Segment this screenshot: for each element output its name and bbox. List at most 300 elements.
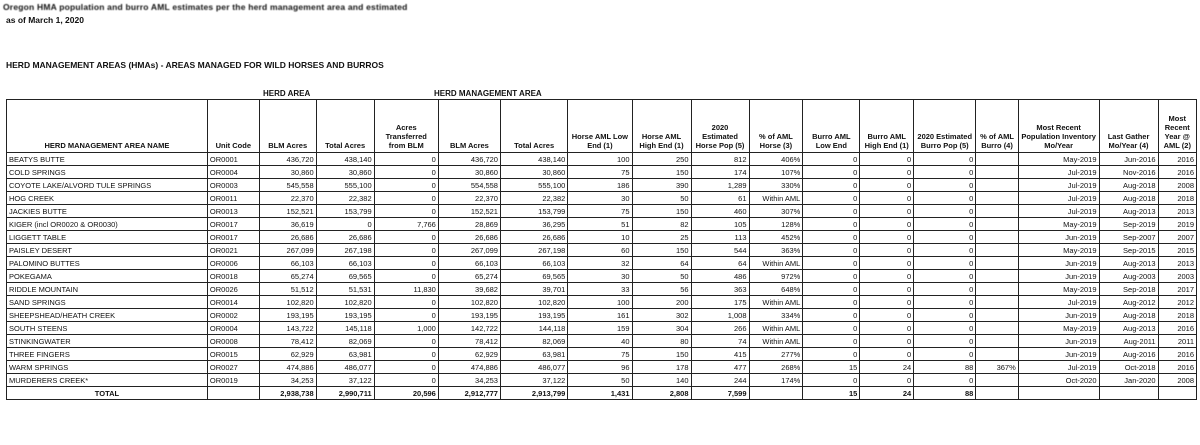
column-header: 2020 Estimated Horse Pop (5) (691, 100, 749, 153)
table-cell: 0 (914, 322, 976, 335)
table-cell: 1,000 (374, 322, 438, 335)
table-cell: 153,799 (500, 205, 567, 218)
table-cell (976, 166, 1018, 179)
table-cell: 0 (860, 348, 914, 361)
table-cell: 555,100 (500, 179, 567, 192)
table-cell: 74 (691, 335, 749, 348)
table-cell: Sep-2018 (1099, 283, 1158, 296)
table-cell: 0 (803, 374, 860, 387)
table-cell: May-2019 (1018, 244, 1099, 257)
table-cell: 2012 (1158, 296, 1196, 309)
table-cell: 174 (691, 166, 749, 179)
table-cell: 39,682 (438, 283, 500, 296)
table-cell: 40 (568, 335, 632, 348)
table-cell: 452% (749, 231, 803, 244)
table-cell: 0 (803, 348, 860, 361)
table-cell: 0 (860, 374, 914, 387)
table-cell: 0 (803, 244, 860, 257)
hma-name-cell: WARM SPRINGS (7, 361, 208, 374)
table-cell: 105 (691, 218, 749, 231)
table-cell: 1,289 (691, 179, 749, 192)
table-cell: 436,720 (438, 153, 500, 166)
table-cell (976, 348, 1018, 361)
table-row (7, 270, 1197, 283)
table-cell: Within AML (749, 296, 803, 309)
column-header: Acres Transferred from BLM (374, 100, 438, 153)
table-cell: 0 (374, 192, 438, 205)
total-cell: 2,808 (632, 387, 691, 400)
hma-name-cell: PALOMINO BUTTES (7, 257, 208, 270)
total-cell: 88 (914, 387, 976, 400)
table-cell: 60 (568, 244, 632, 257)
table-cell: 66,103 (316, 257, 374, 270)
table-cell: Within AML (749, 192, 803, 205)
table-cell: 69,565 (500, 270, 567, 283)
table-cell: 0 (803, 283, 860, 296)
table-cell: May-2019 (1018, 322, 1099, 335)
table-cell: 0 (803, 166, 860, 179)
hma-name-cell: LIGGETT TABLE (7, 231, 208, 244)
table-cell: 66,103 (259, 257, 316, 270)
table-cell: 15 (803, 361, 860, 374)
table-cell: 152,521 (438, 205, 500, 218)
table-cell: 812 (691, 153, 749, 166)
table-cell: 145,118 (316, 322, 374, 335)
table-cell: 648% (749, 283, 803, 296)
hma-name-cell: HOG CREEK (7, 192, 208, 205)
table-cell: 304 (632, 322, 691, 335)
table-cell: 150 (632, 348, 691, 361)
table-cell: 150 (632, 166, 691, 179)
table-row (7, 348, 1197, 361)
table-cell: 477 (691, 361, 749, 374)
unit-code-cell: OR0015 (207, 348, 259, 361)
table-cell: Sep-2007 (1099, 231, 1158, 244)
table-cell: 75 (568, 205, 632, 218)
table-cell: 24 (860, 361, 914, 374)
table-cell: 363% (749, 244, 803, 257)
table-cell: 128% (749, 218, 803, 231)
table-cell: 65,274 (259, 270, 316, 283)
table-cell: 33 (568, 283, 632, 296)
table-cell: 0 (803, 296, 860, 309)
table-cell: 415 (691, 348, 749, 361)
table-cell: Aug-2011 (1099, 335, 1158, 348)
table-cell: 22,382 (316, 192, 374, 205)
table-cell (976, 335, 1018, 348)
table-cell: 2016 (1158, 153, 1196, 166)
table-cell: 37,122 (316, 374, 374, 387)
table-cell: 0 (803, 257, 860, 270)
table-cell: 75 (568, 348, 632, 361)
table-cell (976, 270, 1018, 283)
table-cell: 438,140 (316, 153, 374, 166)
table-cell: 2008 (1158, 179, 1196, 192)
table-cell: 88 (914, 361, 976, 374)
hma-name-cell: SHEEPSHEAD/HEATH CREEK (7, 309, 208, 322)
table-cell: 150 (632, 205, 691, 218)
table-cell (976, 309, 1018, 322)
table-cell: 2016 (1158, 361, 1196, 374)
table-cell: Oct-2018 (1099, 361, 1158, 374)
total-cell (976, 387, 1018, 400)
column-header: Last Gather Mo/Year (4) (1099, 100, 1158, 153)
table-cell: 193,195 (259, 309, 316, 322)
unit-code-cell: OR0004 (207, 322, 259, 335)
table-cell: 102,820 (438, 296, 500, 309)
table-cell: 65,274 (438, 270, 500, 283)
table-cell: 100 (568, 296, 632, 309)
table-cell: 34,253 (259, 374, 316, 387)
table-cell: 0 (803, 322, 860, 335)
table-row (7, 374, 1197, 387)
table-cell: Jun-2019 (1018, 348, 1099, 361)
table-row (7, 205, 1197, 218)
table-cell: 0 (860, 179, 914, 192)
table-cell: 474,886 (259, 361, 316, 374)
herd-area-band-label: HERD AREA (263, 89, 311, 98)
table-cell: 100 (568, 153, 632, 166)
table-cell: 2017 (1158, 283, 1196, 296)
table-cell: 61 (691, 192, 749, 205)
table-cell: 102,820 (500, 296, 567, 309)
table-cell: 244 (691, 374, 749, 387)
total-cell (749, 387, 803, 400)
unit-code-cell: OR0004 (207, 166, 259, 179)
table-cell: 2008 (1158, 374, 1196, 387)
table-cell: 0 (860, 270, 914, 283)
table-cell (976, 153, 1018, 166)
table-cell: 0 (860, 322, 914, 335)
table-cell: 268% (749, 361, 803, 374)
table-cell: Sep-2019 (1099, 218, 1158, 231)
table-cell: 96 (568, 361, 632, 374)
table-cell: 26,686 (316, 231, 374, 244)
table-cell: 0 (914, 283, 976, 296)
table-cell: 0 (914, 166, 976, 179)
table-cell: 0 (860, 205, 914, 218)
table-cell: 555,100 (316, 179, 374, 192)
table-cell: 75 (568, 166, 632, 179)
unit-code-cell: OR0001 (207, 153, 259, 166)
table-cell: 972% (749, 270, 803, 283)
unit-code-cell: OR0017 (207, 231, 259, 244)
table-cell: Aug-2016 (1099, 348, 1158, 361)
table-cell: 0 (803, 192, 860, 205)
table-body (7, 153, 1197, 400)
table-cell: Jan-2020 (1099, 374, 1158, 387)
table-cell: 30,860 (316, 166, 374, 179)
section-heading: HERD MANAGEMENT AREAS (HMAs) - AREAS MANAGED FOR WILD HORSES AND BURROS (6, 60, 384, 70)
table-cell: 0 (860, 309, 914, 322)
table-cell: Jul-2019 (1018, 361, 1099, 374)
table-cell: 69,565 (316, 270, 374, 283)
column-header: Most Recent Year @ AML (2) (1158, 100, 1196, 153)
table-cell: 0 (374, 153, 438, 166)
hma-name-cell: BEATYS BUTTE (7, 153, 208, 166)
table-cell: Jun-2019 (1018, 335, 1099, 348)
table-cell: 0 (374, 205, 438, 218)
total-cell: 7,599 (691, 387, 749, 400)
table-cell: 26,686 (438, 231, 500, 244)
unit-code-cell: OR0026 (207, 283, 259, 296)
table-row (7, 218, 1197, 231)
unit-code-cell: OR0002 (207, 309, 259, 322)
table-cell: 63,981 (500, 348, 567, 361)
table-cell: 334% (749, 309, 803, 322)
table-cell: 0 (860, 218, 914, 231)
table-cell: Aug-2018 (1099, 309, 1158, 322)
table-cell: 0 (914, 335, 976, 348)
table-cell (976, 244, 1018, 257)
column-header: Horse AML Low End (1) (568, 100, 632, 153)
table-cell: 2007 (1158, 231, 1196, 244)
unit-code-cell: OR0017 (207, 218, 259, 231)
table-cell: 63,981 (316, 348, 374, 361)
total-cell: 15 (803, 387, 860, 400)
table-cell: 0 (860, 244, 914, 257)
column-header: 2020 Estimated Burro Pop (5) (914, 100, 976, 153)
table-cell: 0 (374, 270, 438, 283)
table-cell: Jul-2019 (1018, 205, 1099, 218)
table-cell: 367% (976, 361, 1018, 374)
table-cell: 0 (803, 270, 860, 283)
table-cell: Jul-2019 (1018, 179, 1099, 192)
table-row (7, 257, 1197, 270)
table-cell: 56 (632, 283, 691, 296)
table-cell: Jun-2019 (1018, 257, 1099, 270)
table-cell: 2016 (1158, 322, 1196, 335)
total-cell: 20,596 (374, 387, 438, 400)
table-cell: 0 (803, 231, 860, 244)
table-cell: 30 (568, 192, 632, 205)
table-cell: 51,531 (316, 283, 374, 296)
table-cell: 30,860 (438, 166, 500, 179)
table-row (7, 296, 1197, 309)
table-cell: 50 (632, 192, 691, 205)
table-cell: 1,008 (691, 309, 749, 322)
table-cell: 2003 (1158, 270, 1196, 283)
hma-name-cell: STINKINGWATER (7, 335, 208, 348)
table-cell: 159 (568, 322, 632, 335)
table-cell: 50 (632, 270, 691, 283)
table-cell: 302 (632, 309, 691, 322)
table-cell: Aug-2003 (1099, 270, 1158, 283)
table-cell: 0 (860, 231, 914, 244)
total-cell: 2,938,738 (259, 387, 316, 400)
total-cell: 2,913,799 (500, 387, 567, 400)
table-cell: 330% (749, 179, 803, 192)
table-cell: 2016 (1158, 348, 1196, 361)
table-cell: 2015 (1158, 244, 1196, 257)
hma-name-cell: JACKIES BUTTE (7, 205, 208, 218)
table-cell: Oct-2020 (1018, 374, 1099, 387)
table-cell: Aug-2013 (1099, 205, 1158, 218)
table-row (7, 283, 1197, 296)
hma-name-cell: SOUTH STEENS (7, 322, 208, 335)
table-row (7, 153, 1197, 166)
table-cell: 2018 (1158, 192, 1196, 205)
table-cell: 2013 (1158, 205, 1196, 218)
table-cell: 474,886 (438, 361, 500, 374)
table-cell (976, 257, 1018, 270)
unit-code-cell: OR0021 (207, 244, 259, 257)
table-cell: 39,701 (500, 283, 567, 296)
table-cell: 28,869 (438, 218, 500, 231)
table-cell: 2016 (1158, 166, 1196, 179)
table-cell: 30,860 (500, 166, 567, 179)
table-cell: 22,382 (500, 192, 567, 205)
table-cell: 0 (914, 218, 976, 231)
table-cell: 144,118 (500, 322, 567, 335)
table-cell: Aug-2018 (1099, 179, 1158, 192)
table-cell: 26,686 (259, 231, 316, 244)
table-cell: 0 (374, 231, 438, 244)
column-header: Total Acres (500, 100, 567, 153)
table-cell: 161 (568, 309, 632, 322)
unit-code-cell: OR0027 (207, 361, 259, 374)
table-cell: 406% (749, 153, 803, 166)
table-cell: 486 (691, 270, 749, 283)
table-cell: Jul-2019 (1018, 192, 1099, 205)
table-cell: 0 (803, 309, 860, 322)
table-cell (976, 231, 1018, 244)
table-cell: 11,830 (374, 283, 438, 296)
total-cell (1158, 387, 1196, 400)
table-cell: 436,720 (259, 153, 316, 166)
table-cell: 0 (860, 335, 914, 348)
table-cell: Jun-2019 (1018, 309, 1099, 322)
table-cell: May-2019 (1018, 218, 1099, 231)
table-cell: 545,558 (259, 179, 316, 192)
table-cell: 26,686 (500, 231, 567, 244)
table-cell: 30,860 (259, 166, 316, 179)
document-title: Oregon HMA population and burro AML estimates per the herd management area and estimated (3, 2, 408, 12)
table-cell: 80 (632, 335, 691, 348)
table-cell: 0 (803, 179, 860, 192)
table-cell: 143,722 (259, 322, 316, 335)
table-cell: 0 (860, 192, 914, 205)
total-cell (207, 387, 259, 400)
table-cell: 82 (632, 218, 691, 231)
hma-table (6, 99, 1197, 400)
table-cell: 178 (632, 361, 691, 374)
hma-name-cell: SAND SPRINGS (7, 296, 208, 309)
hma-band-label: HERD MANAGEMENT AREA (434, 89, 542, 98)
table-cell: 32 (568, 257, 632, 270)
table-cell: 152,521 (259, 205, 316, 218)
table-cell: Jul-2019 (1018, 166, 1099, 179)
table-cell (976, 322, 1018, 335)
table-cell: Aug-2013 (1099, 257, 1158, 270)
table-cell: 174% (749, 374, 803, 387)
table-cell: 267,099 (259, 244, 316, 257)
hma-name-cell: PAISLEY DESERT (7, 244, 208, 257)
table-cell: May-2019 (1018, 153, 1099, 166)
table-cell (976, 179, 1018, 192)
table-cell (976, 218, 1018, 231)
table-cell: 0 (914, 192, 976, 205)
table-cell: 390 (632, 179, 691, 192)
table-cell: 0 (803, 205, 860, 218)
table-cell: 186 (568, 179, 632, 192)
table-cell: 102,820 (316, 296, 374, 309)
table-cell: 37,122 (500, 374, 567, 387)
table-cell: 7,766 (374, 218, 438, 231)
table-row (7, 322, 1197, 335)
hma-name-cell: KIGER (incl OR0020 & OR0030) (7, 218, 208, 231)
table-cell: 107% (749, 166, 803, 179)
table-cell: 10 (568, 231, 632, 244)
table-cell: 266 (691, 322, 749, 335)
column-header: Burro AML Low End (803, 100, 860, 153)
table-cell: Within AML (749, 322, 803, 335)
total-cell: 2,912,777 (438, 387, 500, 400)
hma-name-cell: COYOTE LAKE/ALVORD TULE SPRINGS (7, 179, 208, 192)
table-cell: 193,195 (438, 309, 500, 322)
table-row (7, 335, 1197, 348)
table-cell: Jun-2016 (1099, 153, 1158, 166)
table-cell: 2019 (1158, 218, 1196, 231)
header-row (7, 100, 1197, 153)
table-cell: 36,295 (500, 218, 567, 231)
table-cell: 0 (803, 153, 860, 166)
table-cell: 34,253 (438, 374, 500, 387)
table-cell: 0 (803, 335, 860, 348)
table-cell: 82,069 (316, 335, 374, 348)
table-cell: Within AML (749, 257, 803, 270)
hma-name-cell: MURDERERS CREEK* (7, 374, 208, 387)
table-cell: 0 (914, 231, 976, 244)
table-cell: 22,370 (438, 192, 500, 205)
table-cell: 78,412 (438, 335, 500, 348)
table-cell: 307% (749, 205, 803, 218)
table-cell: 0 (914, 348, 976, 361)
table-cell: 0 (374, 374, 438, 387)
table-cell: 0 (860, 296, 914, 309)
unit-code-cell: OR0018 (207, 270, 259, 283)
table-cell (976, 374, 1018, 387)
total-cell: 2,990,711 (316, 387, 374, 400)
table-cell: 2013 (1158, 257, 1196, 270)
table-cell: 0 (860, 153, 914, 166)
table-row (7, 361, 1197, 374)
column-header: Horse AML High End (1) (632, 100, 691, 153)
column-header: BLM Acres (438, 100, 500, 153)
table-cell: 2018 (1158, 309, 1196, 322)
hma-name-cell: RIDDLE MOUNTAIN (7, 283, 208, 296)
table-cell: 140 (632, 374, 691, 387)
unit-code-cell: OR0014 (207, 296, 259, 309)
table-cell: 0 (914, 153, 976, 166)
table-cell: 64 (691, 257, 749, 270)
table-cell: 25 (632, 231, 691, 244)
table-cell: 62,929 (438, 348, 500, 361)
table-cell: 0 (914, 179, 976, 192)
table-cell: 438,140 (500, 153, 567, 166)
table-cell: 486,077 (500, 361, 567, 374)
hma-name-cell: POKEGAMA (7, 270, 208, 283)
table-cell: 50 (568, 374, 632, 387)
table-cell: Aug-2013 (1099, 322, 1158, 335)
total-cell: 24 (860, 387, 914, 400)
table-cell: 0 (860, 283, 914, 296)
column-header: HERD MANAGEMENT AREA NAME (7, 100, 208, 153)
table-row (7, 179, 1197, 192)
table-cell: 267,099 (438, 244, 500, 257)
table-cell: 0 (914, 296, 976, 309)
table-cell: Aug-2012 (1099, 296, 1158, 309)
